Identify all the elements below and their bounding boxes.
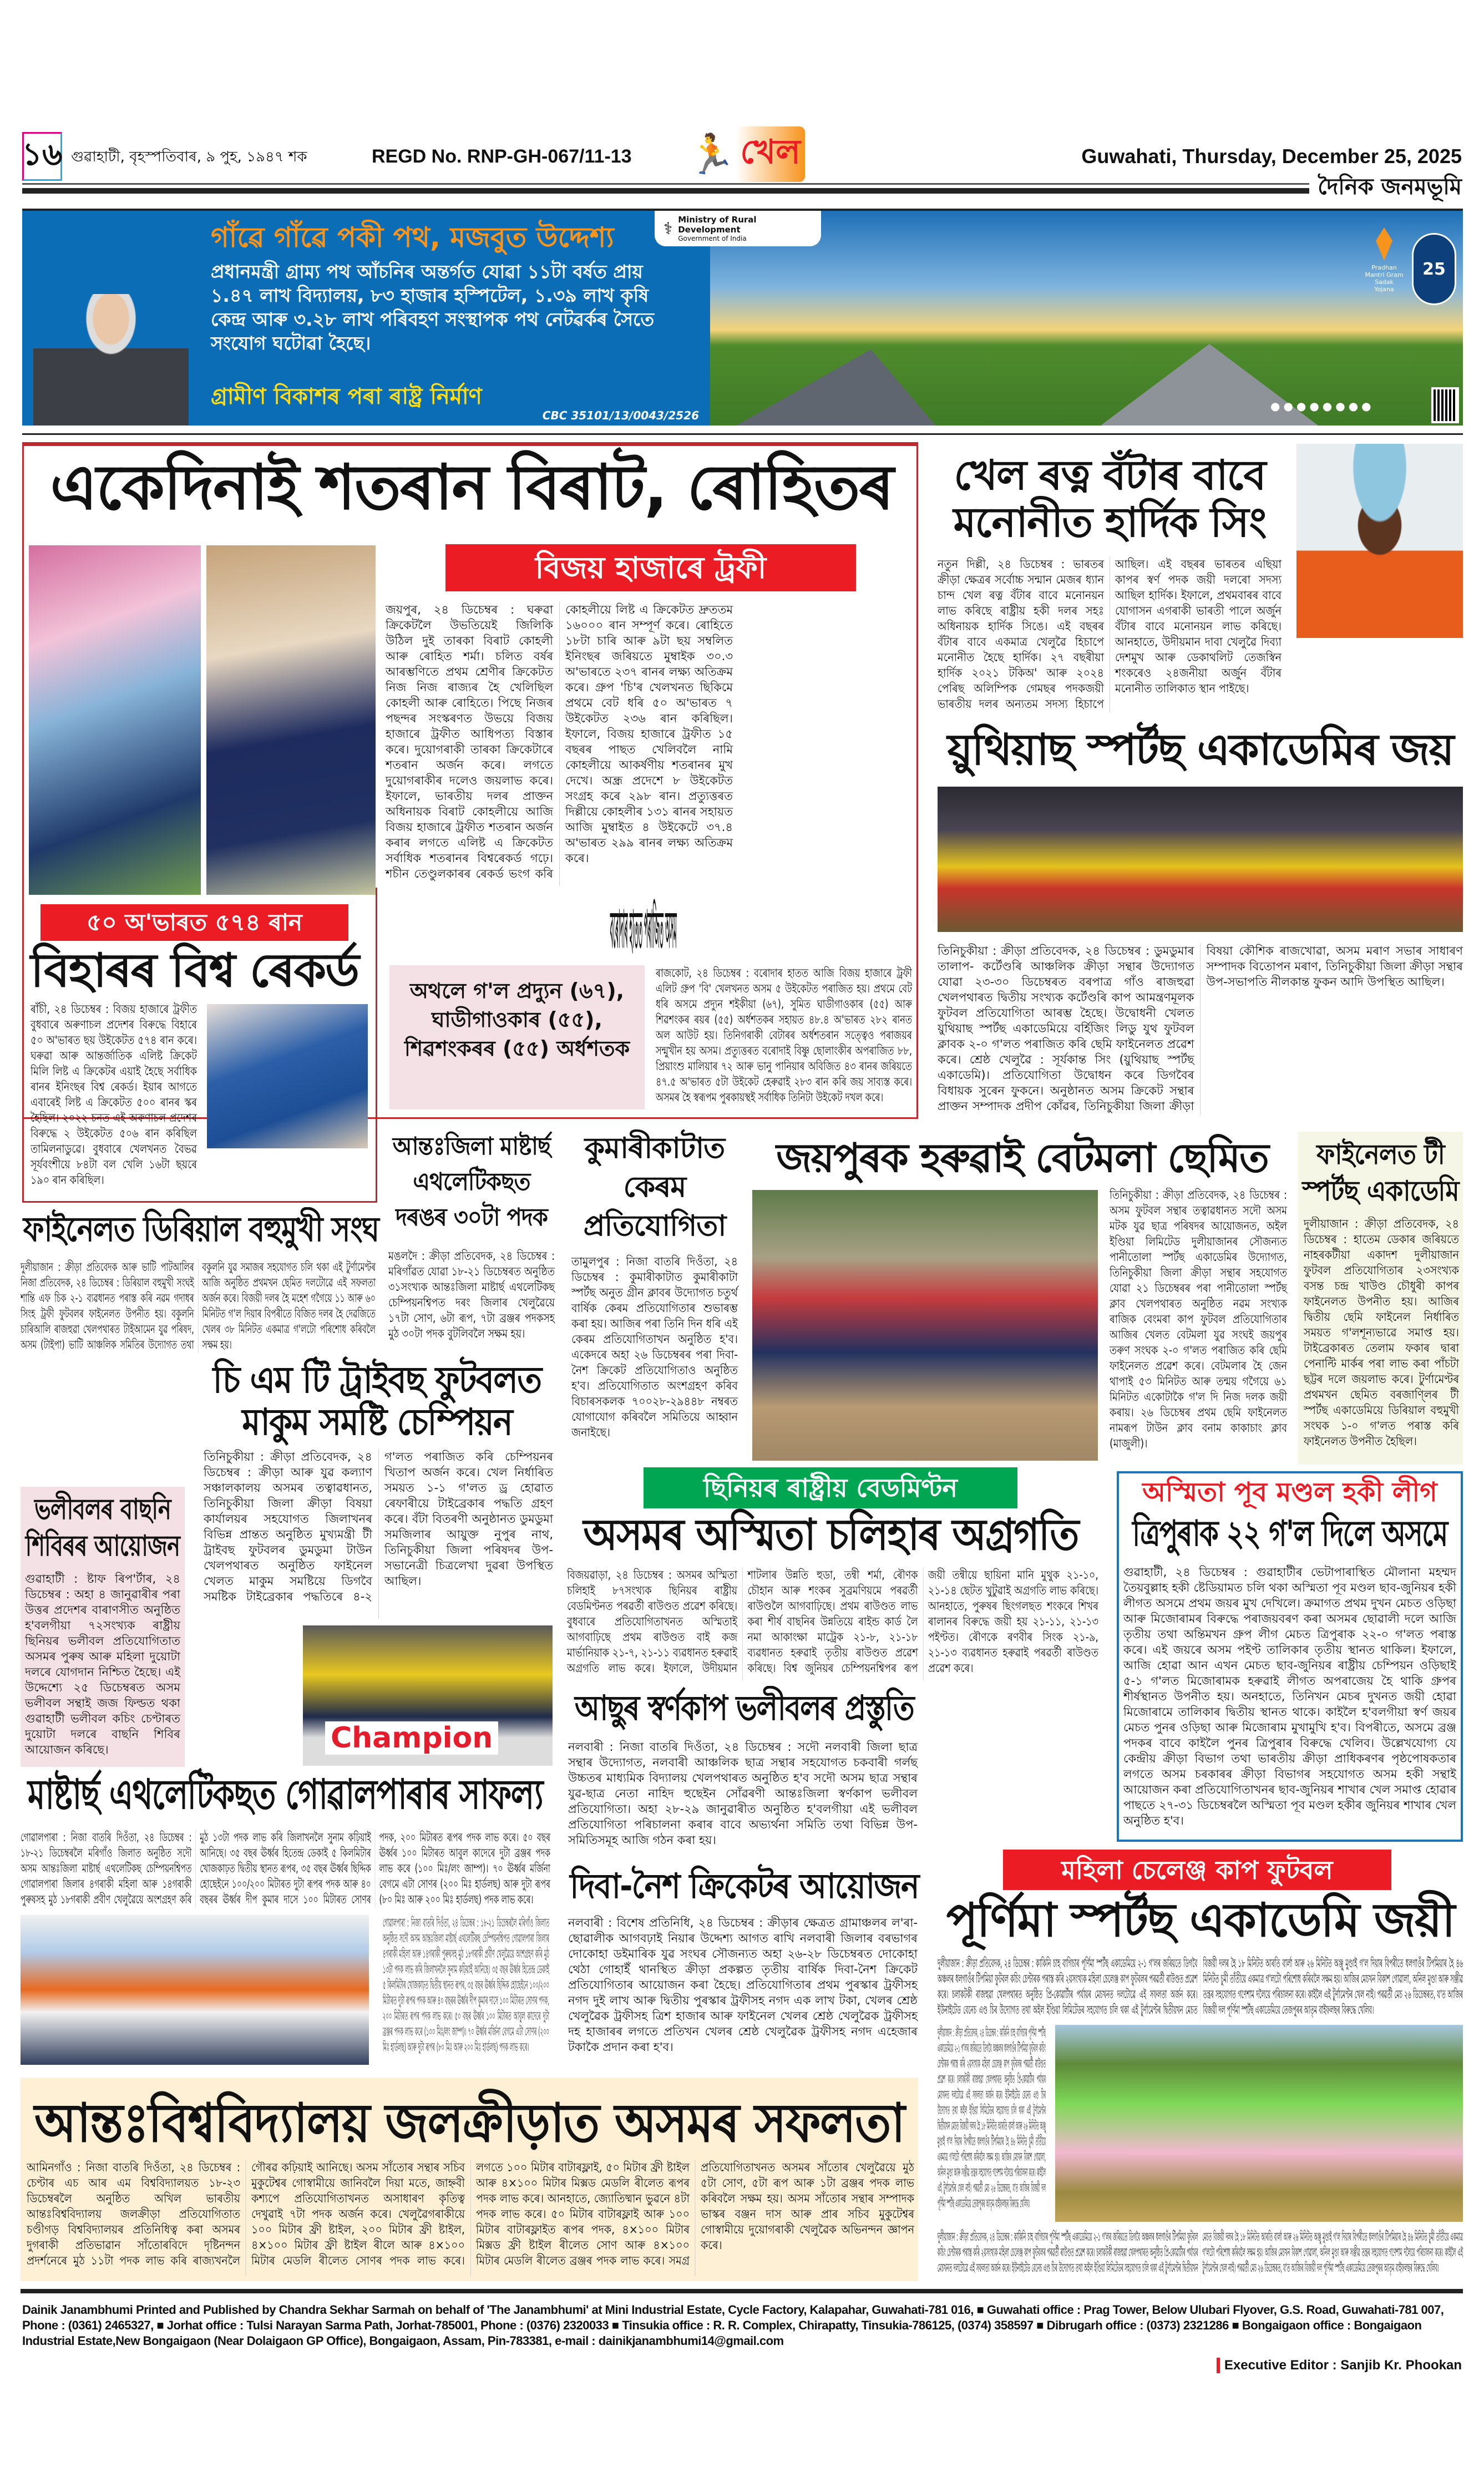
carrom-body: তামুলপুৰ : নিজা বাতৰি দিওঁতা, ২৪ ডিচেম্বৰ : কুমাৰীকাটাত কুমাৰীকাটা স্পৰ্টছ অনুত গ্ৰীন ক্লাবৰ উদ্যোগত চতুৰ্থ বাৰ্ষিক কেৰম প্ৰতিযোগিতাৰ শুভাৰম্ভ কৰা হয়। আজিৰ পৰা তিনি দিন ধৰি এই কেৰম প্ৰতিযোগিতাখন অনুষ্ঠিত হ'ব। একেদৰে অহা ২৬ ডিচেম্বৰৰ পৰা দিবা-নৈশ ক্ৰিকেট প্ৰতিযোগিতাও অনুষ্ঠিত হ'ব। প্ৰতিযোগিতাত অংশগ্ৰহণ কৰিব বিচাৰসকলক ৭০০২৮-২৯৪৪৮ নম্বৰত যোগাযোগ কৰিবলৈ সমিতিয়ে আহ্বান জনাইছে। (571, 1255, 738, 1439)
hockey-label: অস্মিতা পূব মণ্ডল হকী লীগ (1142, 1477, 1437, 1508)
masthead-thin-rule (22, 183, 1309, 185)
rohit-photo (29, 545, 201, 895)
date-english: Guwahati, Thursday, December 25, 2025 (1081, 145, 1462, 168)
yuthias-team-photo (938, 787, 1463, 932)
government-name: Government of India (678, 235, 747, 242)
dirial-headline: ফাইনেলত ডিৰিয়াল বহুমুখী সংঘ (23, 1209, 379, 1249)
tea-academy-headline: ফাইনেলত টী স্পৰ্টছ একাডেমি (1302, 1138, 1459, 1207)
darrang-body: মঙলদৈ : ক্ৰীড়া প্ৰতিবেদক, ২৪ ডিচেম্বৰ : মৰিগাঁৱত যোৱা ১৮-২১ ডিচেম্বৰত অনুষ্ঠিত ৩১সংখ্যক আন্তঃজিলা মাষ্টাৰ্ছ এথলেটিকছ চেম্পিয়নশ্বিপত দৰং জিলাৰ খেলুৱৈয়ে ১৭টা সোণ, ৬টা ৰূপ, ৭টা ব্ৰঞ্জৰ পদকসহ মুঠ ৩০টা পদক বুটলিবলৈ সক্ষম হয়। (388, 1249, 555, 1340)
champion-team-photo (303, 1625, 553, 1766)
runner-icon: 🏃 (687, 131, 736, 177)
emblem-icon: ⚕ (664, 219, 673, 239)
hardik-photo (1296, 444, 1463, 638)
yuthias-body: তিনিচুকীয়া : ক্ৰীড়া প্ৰতিবেদক, ২৪ ডিচেম্বৰ : ডুমডুমাৰ তালাপ- কৰ্টেণ্ডৰি আঞ্চলিক ক্ৰীড়া সন্থাৰ উদ্যোগত যোৱা ২৩-৩০ ডিচেম্বৰত বৰপাত্ৰ গাঁও ৰাজহুৱা খেলপথাৰত দ্বিতীয় সংখ্যক কৰ্টেণ্ডৰি কাপ আমন্ত্ৰণমূলক ফুটবল প্ৰতিযোগিতা আৰম্ভ হৈছে। উদ্বোধনী খেলত য়ুথিয়াছ স্পৰ্টছ একাডেমিয়ে বৰ্হিজিং লিডু যুথ ফুটবল ক্লাবক ২-০ গ'লত পৰাজিত কৰি ছেমি ফাইনেলত প্ৰৱেশ কৰে। শ্ৰেষ্ঠ খেলুৱৈ : সূৰ্যকান্ত সিং (য়ুথিয়াছ স্পৰ্টছ একাডেমি)। প্ৰতিযোগিতা উদ্বোধন কৰে ডিগবৈৰ বিধায়ক সুৰেন ফুকনে। অনুষ্ঠানত অসম ক্ৰিকেট সন্থাৰ প্ৰাক্তন সম্পাদক প্ৰদীপ কোঁৱৰ, তিনিচুকীয়া জিলা ক্ৰীড়া বিষয়া কৌশিক ৰাজখোৱা, অসম মৰাণ সভাৰ সাধাৰণ সম্পাদক বিতোপন মৰাণ, তিনিচুকীয়া জিলা ক্ৰীড়া সন্থাৰ উপ-সভাপতি নীলকান্ত ফুকন আদি উপস্থিত আছিল। (938, 944, 1463, 1113)
hardik-headline: খেল ৰত্ন বঁটাৰ বাবে মনোনীত হাৰ্দিক সিং (953, 452, 1266, 546)
bihar-label: ৫০ অ'ভাৰত ৫৭৪ ৰান (40, 904, 348, 941)
advert-tagline: গ্ৰামীণ বিকাশৰ পৰা ৰাষ্ট্ৰ নিৰ্মাণ (211, 384, 482, 409)
registration-number: REGD No. RNP-GH-067/11-13 (372, 146, 632, 167)
footer-rule (21, 2289, 1463, 2293)
cmt-body: তিনিচুকীয়া : ক্ৰীড়া প্ৰতিবেদক, ২৪ ডিচেম্বৰ : ক্ৰীড়া আৰু যুৱ কল্যাণ সঞ্চালকালয় অসমৰ তত্বাৱধানত, তিনিচুকীয়া জিলা ক্ৰীড়া বিষয়া কাৰ্যালয়ৰ সহযোগত জিলাখনৰ বিভিন্ন প্ৰান্তত অনুষ্ঠিত মুখ্যমন্ত্ৰী টী ট্ৰাইবছ ফুটবলৰ ডুমডুমা টাউন খেলপথাৰত অনুষ্ঠিত ফাইনেল খেলত মাকুম সমষ্টিয়ে ডিগবৈ সমষ্টিক টাইব্ৰেকাৰ পদ্ধতিৰে ৪-২ গ'লত পৰাজিত কৰি চেম্পিয়নৰ খিতাপ অৰ্জন কৰে। খেল নিৰ্ধাৰিত সময়ত ১-১ গ'লত ড্ৰ হোৱাত ৰেফাৰীয়ে টাইব্ৰেকাৰ পদ্ধতি গ্ৰহণ কৰে। বঁটা বিতৰণী অনুষ্ঠানত ডুমডুমা সমজিলাৰ আয়ুক্ত নুপুৰ নাথ, তিনিচুকীয়া জিলা পৰিষদৰ উপ-সভানেত্ৰী চিত্ৰলেখা দুৱৰা উপস্থিত আছিল। (204, 1450, 553, 1603)
bihar-body: ৰাঁচী, ২৪ ডিচেম্বৰ : বিজয় হাজাৰে ট্ৰফীত বুধবাৰে অৰুণাচল প্ৰদেশৰ বিৰুদ্ধে বিহাৰে ৫০ অ'ভাৰত ছয় উইকেটত ৫৭৪ ৰান কৰে। ঘৰুৱা আৰু আন্তৰ্জাতিক এলিষ্ট ক্ৰিকেট মিলি লিষ্ট এ ক্ৰিকেটৰ এয়াই হৈছে সৰ্বাধিক ৰানৰ ইনিংছৰ বিশ্ব ৰেকৰ্ড। ইয়াৰ আগতে এবাৰেই লিষ্ট এ ক্ৰিকেটত ৫০০ ৰানৰ স্কৰ হৈছিল। ২০২২ চনত এই অৰুণাচল প্ৰদেশৰ বিৰুদ্ধে ২ উইকেটত ৫০৬ ৰান কৰিছিল তামিলনাডুৱে। বুধবাৰে খেলখনত বৈভৱ সূৰ্যবংশীয়ে ৮৪টা বল খেলি ১৬টা ছয়ৰে ১৯০ ৰান কৰিছিল। (31, 1002, 197, 1187)
champion-banner-text: Champion (325, 1721, 498, 1755)
ministry-badge (655, 211, 821, 246)
badminton-body: বিজয়ৱাড়া, ২৪ ডিচেম্বৰ : অসমৰ অস্মিতা চলিহাই ৮৭সংখ্যক ছিনিয়ৰ ৰাষ্ট্ৰীয় বেডমিণ্টনত পৰৱৰ্তী ৰাউণ্ডত প্ৰৱেশ কৰিছে। বুধবাৰে প্ৰতিযোগিতাখনত অস্মিতাই আগবাঢ়িছে প্ৰথম ৰাউণ্ডত বাই কজ মাৰ্ভানিয়াক ২১-৭, ২১-১১ ব্যৱধানত হৰুৱাই অগ্ৰগতি লাভ কৰে। ইফালে, উদীয়মান শাটলাৰ উন্নতি হুডা, তন্বী শৰ্মা, ৰৌণক চৌহান আৰু শংকৰ সুব্ৰমণিয়মে পৰৱৰ্তী ৰাউণ্ডলৈ আগবাঢ়িছে। প্ৰথম ৰাউণ্ডত লাভ কৰা শীৰ্ষ বাছনিৰ উন্নতিয়ে ৰাইন্ড কাৰ্ড লৈ নমা আকাংক্ষা মাট্ৰেক ২১-৮, ২১-১৮ ব্যৱধানত হৰুৱাই তৃতীয় ৰাউণ্ডত প্ৰৱেশ কৰিছে। বিশ্ব জুনিয়ৰ চেম্পিয়নশ্বিপৰ ৰূপ জয়ী তন্বীয়ে ছায়িনা মানি মুথুক ২১-১০, ২১-১৪ ছেটত খুটুৱাই অগ্ৰগতি লাভ কৰিছে। আনহাতে, পুৰুষৰ ছিংগলছত শংকৰে শিখৰ ৰালানৰ বিৰুদ্ধে জয়ী হয় ২১-১১, ২১-১৩ পইণ্টত। ৰৌণকে ৰণবীৰ সিংক ২১-৯, ২১-১৩ ব্যৱধানত হৰুৱাই পৰৱৰ্তী ৰাউণ্ডত প্ৰৱেশ কৰে। (567, 1568, 1098, 1675)
carrom-headline: কুমাৰীকাটাত কেৰম প্ৰতিযোগিতা (583, 1132, 726, 1243)
jaipur-headline: জয়পুৰক হৰুৱাই বেটমলা ছেমিত (776, 1134, 1268, 1181)
vijay-hazare-label: বিজয় হাজাৰে ট্ৰফী (445, 544, 856, 591)
ashu-body: নলবাৰী : নিজা বাতৰি দিওঁতা, ২৪ ডিচেম্বৰ : সদৌ নলবাৰী জিলা ছাত্ৰ সন্থাৰ উদ্যোগত, নলবাৰী আঞ্চলিক ছাত্ৰ সন্থাৰ সহযোগত চকবাৰী গৰ্লছ উচ্চতৰ মাধ্যমিক বিদ্যালয় খেলপথাৰত অনুষ্ঠিত হ'ব সদৌ অসম ছাত্ৰ সন্থাৰ যুৱ-ছাত্ৰ নেতা নাহিদ হুছেইন সোঁৱৰণী আন্তঃজিলা স্বৰ্ণকাপ ভলীবল প্ৰতিযোগিতা। অহা ২৮-২৯ জানুৱাৰীত অনুষ্ঠিত হ'বলগীয়া এই ভলীবল প্ৰতিযোগিতা পৰিচালনা কৰাৰ বাবে অভ্যৰ্থনা সমিতি তথা বিভিন্ন উপ-সমিতিসমূহ আজি গঠন কৰা হয়। (568, 1740, 918, 1847)
section-logo (677, 126, 816, 182)
hardik-body: নতুন দিল্লী, ২৪ ডিচেম্বৰ : ভাৰতৰ ক্ৰীড়া ক্ষেত্ৰৰ সৰ্বোচ্চ সন্মান মেজৰ ধ্যান চান্দ খেল ৰত্ন বঁটাৰ বাবে মনোনয়ন লাভ কৰিছে ৰাষ্ট্ৰীয় হকী দলৰ সহঃ অধিনায়ক হাৰ্দিক সিঙে। এই বছৰৰ বঁটাৰ বাবে একমাত্ৰ খেলুৱৈ হিচাপে মনোনীত হৈছে হাৰ্দিক। ২৭ বছৰীয়া হাৰ্দিক ২০২১ টকিঅ' আৰু ২০২৪ পেৰিছ অলিম্পিক গেমছৰ পদকজয়ী ভাৰতীয় দলৰ অন্যতম সদস্য হিচাপে আছিল। এই বছৰৰ ভাৰতৰ এছিয়া কাপৰ স্বৰ্ণ পদক জয়ী দলৰো সদস্য আছিল হাৰ্দিক। ইফালে, প্ৰথমবাৰৰ বাবে যোগাসন এগৰাকী ভাৰতী পালে অৰ্জুন বঁটাৰ বাবে মনোনয়ন লাভ কৰিছে। আনহাতে, উদীয়মান দাবা খেলুৱৈ দিব্যা দেশমুখ আৰু ডেকাথলিট তেজস্বিন শংকৰেও ২৪জনীয়া অৰ্জুন বঁটাৰ মনোনীত তালিকাত স্থান পাইছে। (938, 558, 1282, 711)
volleyball-camp-headline: ভলীবলৰ বাছনি শিবিৰৰ আয়োজন (25, 1493, 180, 1563)
purnima-headline: পূৰ্ণিমা স্পৰ্টছ একাডেমি জয়ী (946, 1893, 1455, 1947)
purnima-body-continued: দুলীয়াজান : ক্ৰীড়া প্ৰতিবেদক, ২৪ ডিচেম্বৰ : কাকিনি চাহ বাগিচাৰ পূৰ্ণিমা স্পৰ্টছ একাডেমিয়ে ২-১ গ'লৰ জৰিয়তে ডিগবৈ অঞ্চলৰ ধলগাওঁৰ টিপমিয়া ফুটবল কচিং চেণ্টাৰক পৰাস্ত কৰি ২য়সংখ্যক মহিলা চেলেঞ্জ কাপ ফুটবলৰ পৰৱৰ্তী ৰাউণ্ডত প্ৰৱেশ কৰে। চলাকটকী ৰাজহুৱা খেলপথাৰত অনুষ্ঠিত প্ৰি-কোৱাৰ্টাৰ পৰ্যায়ৰ মেচখনত দলটোৱে এই সফলতা অৰ্জন কৰে। ইউনাইটেড বেনেচ এণ্ড চিৰ উদ্যোগত তথা অইল ইণ্ডিয়া লিমিটেডৰ সহযোগত চলি থকা এই টুৰ্ণামেণ্টৰ দ্বিতীয়খন মেচত বিজয়ী দলৰ হৈ ১৮ মিনিটত আৰতি বাৰ্লা আৰু ২৬ মিনিটত অঞ্জু মুণ্ডাই গ'ল দিয়াৰ বিপৰীতে ধলগাওঁৰ টিপমিয়াৰ হৈ ৪৬ মিনিটত চুমী তাঁতীয়ে একমাত্ৰ গ'লটো পৰিশোধ কৰিবলৈ সক্ষম হয়। আজিৰ মেচখন বিকাশ গোৱালা, অনিল মুণ্ডা আৰু সঞ্জীৱ তন্ত্ৰৰ সহযোগত গণেশাম দলৈয়ে পৰিচালনা কৰে। কাইলৈ এই টুৰ্ণামেণ্টৰ খেল নাই। পৰৱৰ্তী মেচ ২৬ ডিচেম্বৰত, য'ত আজিৰ বিজয়ী দল পূৰ্ণিমা স্পৰ্টছ একাডেমিয়ে তেজপুৰৰ আতৃম বাইফলছৰ বিৰুদ্ধে খেলিব। (938, 2026, 1046, 2210)
baroda-subhead: অথলে গ'ল প্ৰদ্যুন (৬৭), ঘাডীগাওকাৰ (৫৫), শিৱশংকৰৰ (৫৫) অৰ্ধশতক (389, 965, 645, 1110)
baroda-body: ৰাজকোট, ২৪ ডিচেম্বৰ : বৰোদাৰ হাতত আজি বিজয় হাজাৰে ট্ৰফী এলিট গ্ৰুপ 'বি' খেলখনত অসম ৫ উইকেটত পৰাজিত হয়। প্ৰথমে বেট ধৰি অসমে প্ৰদ্যুন শইকীয়া (৬৭), সুমিত ঘাডীগাওকাৰ (৫৫) আৰু শিৱশংকৰ ৰয়ৰ (৫৫) অৰ্ধশতকৰ সহায়ত ৪৮.৪ অ'ভাৰত ২৮২ ৰানত অল আউট হয়। তিনিগৰাকী বেটাৰৰ অৰ্ধশতৰান সত্ত্বেও পৰাজয়ৰ সন্মুখীন হয় অসম। প্ৰত্যুত্তৰত বৰোদাই বিষ্ণু ছোলাংকীৰ অপৰাজিত ৮৮, প্ৰিয়াংশু মালিয়াৰ ৭২ আৰু ভানু পানিয়াৰ অবিজিত ৪৩ ৰানৰ জৰিয়তে ৪৭.৫ অ'ভাৰত ৫টা উইকেট হেৰুৱাই ২৮৩ ৰান কৰি জয় সাব্যস্ত কৰে। অসমৰ হৈ স্বৰূপম পুৰকায়স্থই সৰ্বাধিক তিনিটা উইকেট দখল কৰে। (656, 966, 912, 1104)
social-icons: ●●●●●●●● (1270, 399, 1375, 413)
lead-headline: একেদিনাই শতৰান বিৰাট, ৰোহিতৰ (50, 452, 893, 524)
goalpara-body-continued: গোৱালপাৰা : নিজা বাতৰি দিওঁতা, ২৪ ডিচেম্বৰ : ১৮-২১ ডিচেম্বৰলৈ মৰিগাঁও জিলাত অনুষ্ঠিত সদৌ অসম আন্তঃজিলা মাষ্টাৰ্ছ এথলেটিকছ চেম্পিয়নশ্বিপত গোৱালপাৰা জিলাৰ ৪গৰাকী মহিলা আৰু ১৪গৰাকী পুৰুষসহ মুঠ ১৮গৰাকী প্ৰবীণ খেলুৱৈয়ে অংশগ্ৰহণ কৰি মুঠ ১৩টা পদক লাভ কৰি জিলাখনলৈ সুনাম কঢ়িয়াই আনিছে। ৩৫ বছৰ ঊৰ্ধ্বৰ হিতেন্দ্ৰ ডেকাই ৫ কিলমিটাৰ খোজকাঢ়ত দ্বিতীয় স্থানত ৰূপৰ, ৩৫ বছৰ ঊৰ্ধ্বৰ ছিদ্দিক হোছেইনে ১০০/২০০ মিটাৰত দুটা ৰূপৰ পদক আৰু ৪০ বছৰৰ ঊৰ্ধ্বৰ দীপ কুমাৰ দাসে ১০০ মিটাৰত সোণৰ পদক, ২০০ মিটাৰত ৰূপৰ পদক লাভ কৰে। ৫০ বছৰ ঊৰ্ধ্বৰ ১০০ মিটাৰত আবুল কাদেৰে দুটা ব্ৰঞ্জৰ পদক লাভ কৰে (১০০ মিঃ/লং জাম্প)। ৭০ ঊৰ্ধ্বৰ মৰ্জিনা বেগমে এটা সোণৰ (২০০ মিঃ হাৰ্ডলছ) আৰু দুটা ৰূপৰ (৮০ মিঃ আৰু ২০০ মিঃ হাৰ্ডলছ) পদক লাভ কৰে। (383, 1916, 549, 2054)
page-number-box: ১৬ (22, 132, 62, 181)
goalpara-body: গোৱালপাৰা : নিজা বাতৰি দিওঁতা, ২৪ ডিচেম্বৰ : ১৮-২১ ডিচেম্বৰলৈ মৰিগাঁও জিলাত অনুষ্ঠিত সদৌ অসম আন্তঃজিলা মাষ্টাৰ্ছ এথলেটিকছ চেম্পিয়নশ্বিপত গোৱালপাৰা জিলাৰ ৪গৰাকী মহিলা আৰু ১৪গৰাকী পুৰুষসহ মুঠ ১৮গৰাকী প্ৰবীণ খেলুৱৈয়ে অংশগ্ৰহণ কৰি মুঠ ১৩টা পদক লাভ কৰি জিলাখনলৈ সুনাম কঢ়িয়াই আনিছে। ৩৫ বছৰ ঊৰ্ধ্বৰ হিতেন্দ্ৰ ডেকাই ৫ কিলমিটাৰ খোজকাঢ়ত দ্বিতীয় স্থানত ৰূপৰ, ৩৫ বছৰ ঊৰ্ধ্বৰ ছিদ্দিক হোছেইনে ১০০/২০০ মিটাৰত দুটা ৰূপৰ পদক আৰু ৪০ বছৰৰ ঊৰ্ধ্বৰ দীপ কুমাৰ দাসে ১০০ মিটাৰত সোণৰ পদক, ২০০ মিটাৰত ৰূপৰ পদক লাভ কৰে। ৫০ বছৰ ঊৰ্ধ্বৰ ১০০ মিটাৰত আবুল কাদেৰে দুটা ব্ৰঞ্জৰ পদক লাভ কৰে (১০০ মিঃ/লং জাম্প)। ৭০ ঊৰ্ধ্বৰ মৰ্জিনা বেগমে এটা সোণৰ (২০০ মিঃ হাৰ্ডলছ) আৰু দুটা ৰূপৰ (৮০ মিঃ আৰু ২০০ মিঃ হাৰ্ডলছ) পদক লাভ কৰে। (21, 1831, 550, 1906)
pmgsy-logo (1365, 227, 1404, 293)
rural-road-photo (710, 211, 1463, 425)
advert-headline: গাঁৱে গাঁৱে পকী পথ, মজবুত উদ্দেশ্য (211, 221, 614, 254)
scheme-name: Pradhan Mantri Gram Sadak Yojana (1365, 264, 1404, 293)
lead-body: জয়পুৰ, ২৪ ডিচেম্বৰ : ঘৰুৱা ক্ৰিকেটলৈ উভতিয়েই জিলিকি উঠিল দুই তাৰকা বিৰাট কোহলী আৰু ৰোহিত শৰ্মা। চলিত বৰ্ষৰ আৰম্ভণিতে প্ৰথম শ্ৰেণীৰ ক্ৰিকেটত নিজ নিজ ৰাজ্যৰ হৈ খেলিছিল কোহলী আৰু ৰোহিতে। পিছে নিজৰ পছন্দৰ সংস্কৰণত উভয়ে বিজয় হাজাৰে ট্ৰফীত আধিপত্য বিস্তাৰ কৰে। দুয়োগৰাকী তাৰকা ক্ৰিকেটাৰে শতৰান অৰ্জন কৰে। লগতে দুয়োগৰাকীৰ দলেও জয়লাভ কৰে। ইফালে, ভাৰতীয় দলৰ প্ৰাক্তন অধিনায়ক বিৰাট কোহলীয়ে আজি বিজয় হাজাৰে ট্ৰফীত শতৰান অৰ্জন কৰাৰ লগতে এলিষ্ট এ ক্ৰিকেটত সৰ্বাধিক শতৰানৰ বিশ্বৰেকৰ্ড গঢ়ে। শচীন তেণ্ডুলকাৰৰ ৰেকৰ্ড ভংগ কৰি কোহলীয়ে লিষ্ট এ ক্ৰিকেটত দ্ৰুততম ১৬০০০ ৰান সম্পূৰ্ণ কৰে। ৰোহিতে ১৮টা চাৰি আৰু ৯টা ছয় সম্বলিত ইনিংছৰ জৰিয়তে মুম্বাইক ৩০.৩ অ'ভাৰতে ২৩৭ ৰানৰ লক্ষ্য অতিক্ৰম কৰে। গ্ৰুপ 'চি'ৰ খেলখনত ছিকিমে প্ৰথমে বেট ধৰি ৫০ অ'ভাৰত ৭ উইকেটত ২৩৬ ৰান কৰিছিল। ইফালে, বিজয় হাজাৰে ট্ৰফীত ১৫ বছৰৰ পাছত খেলিবলৈ নামি কোহলীয়ে আকৰ্ষণীয় শতৰানৰ মুখ দেখে। অন্ধ্ৰ প্ৰদেশে ৮ উইকেটত সংগ্ৰহ কৰে ২৯৮ ৰান। প্ৰত্যুত্তৰত দিল্লীয়ে কোহলীৰ ১৩১ ৰানৰ সহায়ত আজি মুম্বাইত ৪ উইকেটে ৩৭.৪ অ'ভাৰত ২৯৯ ৰানৰ লক্ষ্য অতিক্ৰম কৰে। (386, 603, 733, 880)
bihar-batsman-photo (207, 1004, 368, 1148)
imprint-line: Dainik Janambhumi Printed and Published by Chandra Sekhar Sarmah on behalf of 'The Janambhumi' at Mini Industrial Estate, Cycle Factory, Kalapahar, Guwahati-781 016, ■ Guwahati office : Prag Tower, Below Ulubari Flyover, G.S. Road, Guwahati-781 007, Phone : (0361) 2465327, ■ Jorhat office : Tulsi Narayan Sarma Path, Jorhat-785001, Phone : (0376) 2320033 ■ Tinsukia office : R. R. Complex, Chirapatty, Tinsukia-786125, (0374) 358597 ■ Dibrugarh office : (0373) 2321286 ■ Bongaigaon office : Bongaigaon Industrial Estate,New Bongaigaon (Near Dolaigaon GP Office), Bongaigaon, Assam, Pin-783381, e-mail : dainikjanambhumi14@gmail.com (22, 2303, 1444, 2348)
bihar-headline: বিহাৰৰ বিশ্ব ৰেকৰ্ড (31, 943, 359, 997)
purnima-body-bottom: দুলীয়াজান : ক্ৰীড়া প্ৰতিবেদক, ২৪ ডিচেম্বৰ : কাকিনি চাহ বাগিচাৰ পূৰ্ণিমা স্পৰ্টছ একাডেমিয়ে ২-১ গ'লৰ জৰিয়তে ডিগবৈ অঞ্চলৰ ধলগাওঁৰ টিপমিয়া ফুটবল কচিং চেণ্টাৰক পৰাস্ত কৰি ২য়সংখ্যক মহিলা চেলেঞ্জ কাপ ফুটবলৰ পৰৱৰ্তী ৰাউণ্ডত প্ৰৱেশ কৰে। চলাকটকী ৰাজহুৱা খেলপথাৰত অনুষ্ঠিত প্ৰি-কোৱাৰ্টাৰ পৰ্যায়ৰ মেচখনত দলটোৱে এই সফলতা অৰ্জন কৰে। ইউনাইটেড বেনেচ এণ্ড চিৰ উদ্যোগত তথা অইল ইণ্ডিয়া লিমিটেডৰ সহযোগত চলি থকা এই টুৰ্ণামেণ্টৰ দ্বিতীয়খন মেচত বিজয়ী দলৰ হৈ ১৮ মিনিটত আৰতি বাৰ্লা আৰু ২৬ মিনিটত অঞ্জু মুণ্ডাই গ'ল দিয়াৰ বিপৰীতে ধলগাওঁৰ টিপমিয়াৰ হৈ ৪৬ মিনিটত চুমী তাঁতীয়ে একমাত্ৰ গ'লটো পৰিশোধ কৰিবলৈ সক্ষম হয়। আজিৰ মেচখন বিকাশ গোৱালা, অনিল মুণ্ডা আৰু সঞ্জীৱ তন্ত্ৰৰ সহযোগত গণেশাম দলৈয়ে পৰিচালনা কৰে। কাইলৈ এই টুৰ্ণামেণ্টৰ খেল নাই। পৰৱৰ্তী মেচ ২৬ ডিচেম্বৰত, য'ত আজিৰ বিজয়ী দল পূৰ্ণিমা স্পৰ্টছ একাডেমিয়ে তেজপুৰৰ আতৃম বাইফলছৰ বিৰুদ্ধে খেলিব। (938, 2230, 1463, 2274)
pm-portrait (33, 294, 189, 425)
ministry-name: Ministry of Rural Development (678, 215, 757, 235)
paper-name: দৈনিক জনমভূমি (1318, 174, 1462, 200)
editor-name: Sanjib Kr. Phookan (1340, 2358, 1462, 2373)
athletes-medal-photo (21, 1915, 369, 2065)
road-logo-icon (1376, 227, 1392, 261)
swimming-headline: আন্তঃবিশ্ববিদ্যালয় জলক্ৰীড়াত অসমৰ সফলতা (34, 2092, 905, 2154)
kohli-photo (206, 545, 376, 895)
advert-body: প্ৰধানমন্ত্ৰী গ্ৰাম্য পথ আঁচনিৰ অন্তৰ্গত যোৱা ১১টা বৰ্ষত প্ৰায় ১.৪৭ লাখ বিদ্যালয়, ৮৩ হাজাৰ হস্পিটেল, ১.৩৯ লাখ কৃষি কেন্দ্ৰ আৰু ৩.২৮ লাখ পৰিবহণ সংস্থাপক পথ নেটৱৰ্কৰ সৈতে সংযোগ ঘটোৱা হৈছে। (211, 261, 655, 354)
women-challenge-cup-label: মহিলা চেলেঞ্জ কাপ ফুটবল (1003, 1850, 1391, 1890)
editor-label: Executive Editor : (1224, 2358, 1337, 2373)
logo-text: খেল (736, 126, 804, 182)
badminton-label: ছিনিয়ৰ ৰাষ্ট্ৰীয় বেডমিণ্টন (644, 1467, 1017, 1508)
jaipur-body: তিনিচুকীয়া : ক্ৰীড়া প্ৰতিবেদক, ২৪ ডিচেম্বৰ : অসম ফুটবল সন্থাৰ তত্বাৱধানত সদৌ অসম মটক যুৱ ছাত্ৰ পৰিষদৰ আয়োজনত, অইল ইণ্ডিয়া লিমিটেড দুলীয়াজানৰ সৌজন্যত পানীতোলা স্পৰ্টছ একাডেমিৰ উদ্যোগত, তিনিচুকীয়া জিলা ক্ৰীড়া সন্থাৰ সহযোগত যোৱা ২১ ডিচেম্বৰৰ পৰা পানীতোলা স্পৰ্টছ ক্লাব খেলপথাৰত অনুষ্ঠিত নৱম সংখ্যক ৰাজিক বেংমৰা কাপ ফুটবল প্ৰতিযোগিতাৰ আজিৰ খেলত বেটমলা যুৱ সংঘই জয়পুৰ তৰুণ সংঘক ২-০ গ'লত পৰাজিত কৰি ছেমি ফাইনেলত প্ৰৱেশ কৰে। বেটমলাৰ হৈ জেন থাপাই ৫৩ মিনিটত আৰু তন্ময় গগৈয়ে ৬১ মিনিটত একোটাকৈ গ'ল দি নিজ দলক জয়ী কৰায়। ২৬ ডিচেম্বৰ প্ৰথম ছেমি ফাইনেলত নামৰূপ টাউন ক্লাব বনাম কাকাচাং ক্লাব (মাজুলী)। (1110, 1188, 1287, 1450)
darrang-headline: আন্তঃজিলা মাষ্টাৰ্ছ এথলেটিকছত দৰঙৰ ৩০টা পদক (392, 1132, 551, 1232)
tea-academy-body: দুলীয়াজান : ক্ৰীড়া প্ৰতিবেদক, ২৪ ডিচেম্বৰ : হাতেম ডেকাৰ জৰিয়তে নাহৰকটীয়া একাদশ দুলীয়াজান ফুটবল প্ৰতিযোগিতাৰ ২৩সংখ্যক বসন্ত চন্দ্ৰ খাউণ্ড চৌধুৰী কাপৰ ফাইনেলত উপনীত হয়। আজিৰ দ্বিতীয় ছেমি ফাইনেল নিৰ্ধাৰিত সময়ত গ'লশূন্যভাৱে সমাপ্ত হয়। টাইব্ৰেকাৰত তেলাম ফকাৰ দ্বাৰা পেনাল্টি মাৰ্কৰ পৰা লাভ কৰা পাঁচটা ছট্টৰ দলে জয়লাভ কৰে। টুৰ্ণামেণ্টৰ প্ৰথমখন ছেমিত বৰজাণ্লিৰ টী স্পৰ্টছ একাডেমিয়ে ডিৰিয়াল বহুমুখী সংঘক ১-০ গ'লত পৰাস্ত কৰি ফাইনেলত উপনীত হৈছিল। (1304, 1217, 1459, 1448)
advert-code: CBC 35101/13/0043/2526 (542, 409, 699, 422)
goalpara-headline: মাষ্টাৰ্ছ এথলেটিকছত গোৱালপাৰাৰ সাফল্য (27, 1771, 543, 1818)
ashu-headline: আছুৰ স্বৰ্ণকাপ ভলীবলৰ প্ৰস্তুতি (575, 1688, 914, 1728)
volleyball-camp-body: গুৱাহাটী : ষ্টাফ ৰিপ'ৰ্টাৰ, ২৪ ডিচেম্বৰ : অহা ৪ জানুৱাৰীৰ পৰা উত্তৰ প্ৰদেশৰ বাৰাণসীত অনুষ্ঠিত হ'বলগীয়া ৭২সংখ্যক ৰাষ্ট্ৰীয় ছিনিয়ৰ ভলীবল প্ৰতিযোগিতাত অসমৰ পুৰুষ আৰু মহিলা দুয়োটা দলৰে যোগদান নিশ্চিত হৈছে। এই উদ্দেশ্যে ২৫ ডিচেম্বৰত অসম ভলীবল সন্থাই জজ ফিল্ডত থকা গুৱাহাটী ভলীবল কচিং চেণ্টাৰত দুয়োটা দলৰে বাছনি শিবিৰ আয়োজন কৰিছে। (25, 1572, 180, 1756)
swimming-body: আমিনগাঁও : নিজা বাতৰি দিওঁতা, ২৪ ডিচেম্বৰ : চেণ্টাৰ এচ আৰ এম বিশ্ববিদ্যালয়ত ১৮-২৩ ডিচেম্বৰলৈ অনুষ্ঠিত অখিল ভাৰতীয় আন্তঃবিশ্ববিদ্যালয় জলক্ৰীড়া প্ৰতিযোগিতাত চণ্ডীগড় বিশ্ববিদ্যালয়ৰ প্ৰতিনিধিত্ব কৰা অসমৰ দুগৰাকী প্ৰতিভাৱান সাঁতোৰবিদে দৃষ্টিনন্দন প্ৰদৰ্শনেৰে মুঠ ১১টা পদক লাভ কৰি ৰাজ্যখনলৈ গৌৰৱ কঢ়িয়াই আনিছে। অসম সাঁতোৰ সন্থাৰ সচিব মুকুটেশ্বৰ গোস্বামীয়ে জানিবলৈ দিয়া মতে, জাহ্নবী কশ্যপে প্ৰতিযোগিতাখনত অসাধাৰণ কৃতিত্ব দেখুৱাই ৭টা পদক অৰ্জন কৰে। খেলুৱৈগৰাকীয়ে ১০০ মিটাৰ ফ্ৰী ষ্টাইল, ২০০ মিটাৰ ফ্ৰী ষ্টাইল, ৪×১০০ মিটাৰ ফ্ৰী ষ্টাইল ৰীলে আৰু ৪×১০০ মিটাৰ মেডলি ৰীলেত সোণৰ পদক লাভ কৰে। লগতে ১০০ মিটাৰ বাটাৰফ্লাই, ৫০ মিটাৰ ফ্ৰী ষ্টাইল আৰু ৪×১০০ মিটাৰ মিক্সড মেডলি ৰীলেত ৰূপৰ পদক লাভ কৰে। আনহাতে, জ্যোতিষ্মান ভুৱনে ৪টা পদক লাভ কৰে। ৫০ মিটাৰ বাটাৰফ্লাই আৰু ১০০ মিটাৰ বাটাৰফ্লাইত ৰূপৰ পদক, ৪×১০০ মিটাৰ মিক্সড ফ্ৰী ষ্টাইল ৰীলেত সোণ আৰু ৪×১০০ মিটাৰ মেডলি ৰীলেত ব্ৰঞ্জৰ পদক লাভ কৰে। সমগ্ৰ প্ৰতিযোগিতাখনত অসমৰ সাঁতোৰ খেলুৱৈয়ে মুঠ ৫টা সোণ, ৫টা ৰূপ আৰু ১টা ব্ৰঞ্জৰ পদক লাভ কৰিবলৈ সক্ষম হয়। অসম সাঁতোৰ সন্থাৰ সম্পাদক ভাস্কৰ বঞ্জন দাস আৰু প্ৰাৰ সচিব মুকুটেশ্বৰ গোস্বামীয়ে দুয়োগৰাকী খেলুৱৈক অভিনন্দন জ্ঞাপন কৰে। (27, 2161, 914, 2267)
diba-nish-headline: দিবা-নৈশ ক্ৰিকেটৰ আয়োজন (570, 1866, 919, 1906)
anniversary-badge: 25 (1412, 233, 1456, 305)
women-football-team-photo (1055, 2025, 1463, 2222)
road-left (732, 349, 938, 425)
betmola-team-photo (752, 1190, 1098, 1461)
qr-code-icon (1431, 387, 1459, 423)
dirial-body: দুলীয়াজান : ক্ৰীড়া প্ৰতিবেদক আৰু ভাটি পাটআলিৰ নিজা প্ৰতিবেদক, ২৪ ডিচেম্বৰ : ডিৰিয়াল বহুমুখী সংঘই শান্তি এফ চিক ২-১ ব্যৱধানত পৰাস্ত কৰি নৱম গদাধৰ সিংহ ট্ৰফী ফুটবলৰ ফাইনেলত উপনীত হয়। বকুলনি চাৰিআলি ৰাজহুৱা খেলপথাৰত টাইআমেন যুৱ পৰিষদ, অসম (টাইপা) ভাটি আঞ্চলিক সমিতিৰ উদ্যোগত তথা বকুলনি যুৱ সমাজৰ সহযোগত চলি থকা এই টুৰ্ণামেণ্টৰ আজি অনুষ্ঠিত প্ৰথমখন ছেমিত দলটোৱে এই সফলতা অৰ্জন কৰে। বিজয়ী দলৰ হৈ মহেশ গগৈয়ে ১১ আৰু ৬০ মিনিটত গ'ল দিয়াৰ বিপৰীতে বিজিত দলৰ হৈ দেৱজিতে খেলৰ ৩৮ মিনিটত একমাত্ৰ গ'লটো পৰিশোধ কৰিবলৈ সক্ষম হয়। (21, 1260, 376, 1351)
dateline-assamese: গুৱাহাটী, বৃহস্পতিবাৰ, ৯ পুহ, ১৯৪৭ শক (71, 149, 307, 165)
purnima-body: দুলীয়াজান : ক্ৰীড়া প্ৰতিবেদক, ২৪ ডিচেম্বৰ : কাকিনি চাহ বাগিচাৰ পূৰ্ণিমা স্পৰ্টছ একাডেমিয়ে ২-১ গ'লৰ জৰিয়তে ডিগবৈ অঞ্চলৰ ধলগাওঁৰ টিপমিয়া ফুটবল কচিং চেণ্টাৰক পৰাস্ত কৰি ২য়সংখ্যক মহিলা চেলেঞ্জ কাপ ফুটবলৰ পৰৱৰ্তী ৰাউণ্ডত প্ৰৱেশ কৰে। চলাকটকী ৰাজহুৱা খেলপথাৰত অনুষ্ঠিত প্ৰি-কোৱাৰ্টাৰ পৰ্যায়ৰ মেচখনত দলটোৱে এই সফলতা অৰ্জন কৰে। ইউনাইটেড বেনেচ এণ্ড চিৰ উদ্যোগত তথা অইল ইণ্ডিয়া লিমিটেডৰ সহযোগত চলি থকা এই টুৰ্ণামেণ্টৰ দ্বিতীয়খন মেচত বিজয়ী দলৰ হৈ ১৮ মিনিটত আৰতি বাৰ্লা আৰু ২৬ মিনিটত অঞ্জু মুণ্ডাই গ'ল দিয়াৰ বিপৰীতে ধলগাওঁৰ টিপমিয়াৰ হৈ ৪৬ মিনিটত চুমী তাঁতীয়ে একমাত্ৰ গ'লটো পৰিশোধ কৰিবলৈ সক্ষম হয়। আজিৰ মেচখন বিকাশ গোৱালা, অনিল মুণ্ডা আৰু সঞ্জীৱ তন্ত্ৰৰ সহযোগত গণেশাম দলৈয়ে পৰিচালনা কৰে। কাইলৈ এই টুৰ্ণামেণ্টৰ খেল নাই। পৰৱৰ্তী মেচ ২৬ ডিচেম্বৰত, য'ত আজিৰ বিজয়ী দল পূৰ্ণিমা স্পৰ্টছ একাডেমিয়ে তেজপুৰৰ আতৃম বাইফলছৰ বিৰুদ্ধে খেলিব। (938, 1957, 1463, 2017)
rural-roads-advert (22, 209, 1463, 425)
yuthias-headline: য়ুথিয়াছ স্পৰ্টছ একাডেমিৰ জয় (947, 725, 1453, 775)
diba-nish-body: নলবাৰী : বিশেষ প্ৰতিনিধি, ২৪ ডিচেম্বৰ : ক্ৰীড়াৰ ক্ষেত্ৰত গ্ৰামাঞ্চলৰ ল'ৰা-ছোৱালীক আগবঢ়াই নিয়াৰ উদ্দেশ্য আগত ৰাখি নলবাৰী জিলাৰ বৰভাগৰ দোকোহা ডইমাৰিক যুৱ সংঘৰ সৌজন্যত অহা ২৬-২৮ ডিচেম্বৰত দোকোহা থেঠা গোহাইঁ থানস্থিত ক্ৰীড়া প্ৰকল্পত তৃতীয় বাৰ্ষিক দিবা-নৈশ ক্ৰিকেট প্ৰতিযোগিতাৰ আয়োজন কৰা হৈছে। প্ৰতিযোগিতাৰ প্ৰথম পুৰস্কাৰ ট্ৰফীসহ নগদ দুই লাখ আৰু দ্বিতীয় পুৰস্কাৰ ট্ৰফীসহ নগদ এক লাখ টকা, খেলৰ শ্ৰেষ্ঠ খেলুৱৈক ট্ৰফীসহ ত্ৰিশ হাজাৰ আৰু ফাইনেল খেলৰ শ্ৰেষ্ঠ খেলুৱৈক ট্ৰফীসহ দহ হাজাৰৰ লগতে প্ৰতিখন খেলৰ শ্ৰেষ্ঠ খেলুৱৈক ট্ৰফীসহ নগদ এহেজাৰ টকাকৈ প্ৰদান কৰা হ'ব। (568, 1916, 918, 2054)
badminton-headline: অসমৰ অস্মিতা চলিহাৰ অগ্ৰগতি (583, 1510, 1078, 1560)
hockey-headline: ত্ৰিপুৰাক ২২ গ'ল দিলে অসমে (1132, 1513, 1447, 1554)
masthead-thick-rule (22, 188, 1309, 194)
road (1098, 344, 1320, 425)
hockey-body: গুৱাহাটী, ২৪ ডিচেম্বৰ : গুৱাহাটীৰ ভেটাপাৰাস্থিত মৌলানা মহম্মদ তৈয়বুল্লাহ হকী ষ্টেডিয়ামত চলি থকা অস্মিতা পূব মণ্ডল ছাব-জুনিয়ৰ হকী লীগত অসমে প্ৰথম জয়ৰ মুখ দেখিলে। ক্ৰমাগত প্ৰথম দুখন মেচত ওড়িছা আৰু মিজোৰামৰ বিৰুদ্ধে পৰাজয়বৰণ কৰা অসমৰ ছোৱালী দলে আজি তৃতীয় তথা অন্তিমখন গ্ৰুপ লীগ মেচত ত্ৰিপুৰাক ২২-০ গ'লত পৰাস্ত কৰে। এই জয়ৰে অসম পইণ্ট তালিকাৰ তৃতীয় স্থানত থাকিল। ইফালে, আজি হোৱা আন এখন মেচত ছাব-জুনিয়ৰ ৰাষ্ট্ৰীয় চেম্পিয়ন ওড়িছাই ৫-১ গ'লত মিজোৰামক হৰুৱাই লীগত অপৰাজেয় হৈ থাকি গ্ৰুপৰ শীৰ্ষস্থানত উপনীত হয়। অনহাতে, তিনিখন মেচৰ দুখনত জয়ী হোৱা মিজোৰামে তালিকাৰ দ্বিতীয় স্থানত থাকে। কাইলৈ হ'বলগীয়া স্বৰ্ণ জয়ৰ মেচত পুনৰ ওড়িছা আৰু মিজোৰাম মুখামুখি হ'ব। বিপৰীতে, অসমে ব্ৰঞ্জ পদকৰ বাবে কাইলৈ পুনৰ ত্ৰিপুৰাৰ বিৰুদ্ধে খেলিব। উল্লেখযোগ্য যে কেন্দ্ৰীয় ক্ৰীড়া বিভাগ তথা ভাৰতীয় ক্ৰীড়া প্ৰাধিকৰণৰ পৃষ্ঠপোষকতাৰ লগতে অসম চৰকাৰৰ ক্ৰীড়া বিভাগৰ সহযোগত অসম হকী সন্থাই আয়োজন কৰা প্ৰতিযোগিতাখনৰ ছাব-জুনিয়ৰ শাখাৰ খেল সমাপ্ত হোৱাৰ পাছতে ২৭-৩১ ডিচেম্বৰলৈ অস্মিতা পূব মণ্ডল হকীৰ জুনিয়ৰ শাখাৰ খেল অনুষ্ঠিত হ'ব। (1123, 1566, 1456, 1827)
cmt-headline: চি এম টি ট্ৰাইবছ ফুটবলত মাকুম সমষ্টি চেম্পিয়ন (212, 1359, 541, 1443)
executive-editor (1217, 2358, 1462, 2373)
baroda-headline: বৰোদাৰ হাতত পৰাজিত অসম (610, 900, 677, 959)
section-rule (22, 433, 1463, 435)
